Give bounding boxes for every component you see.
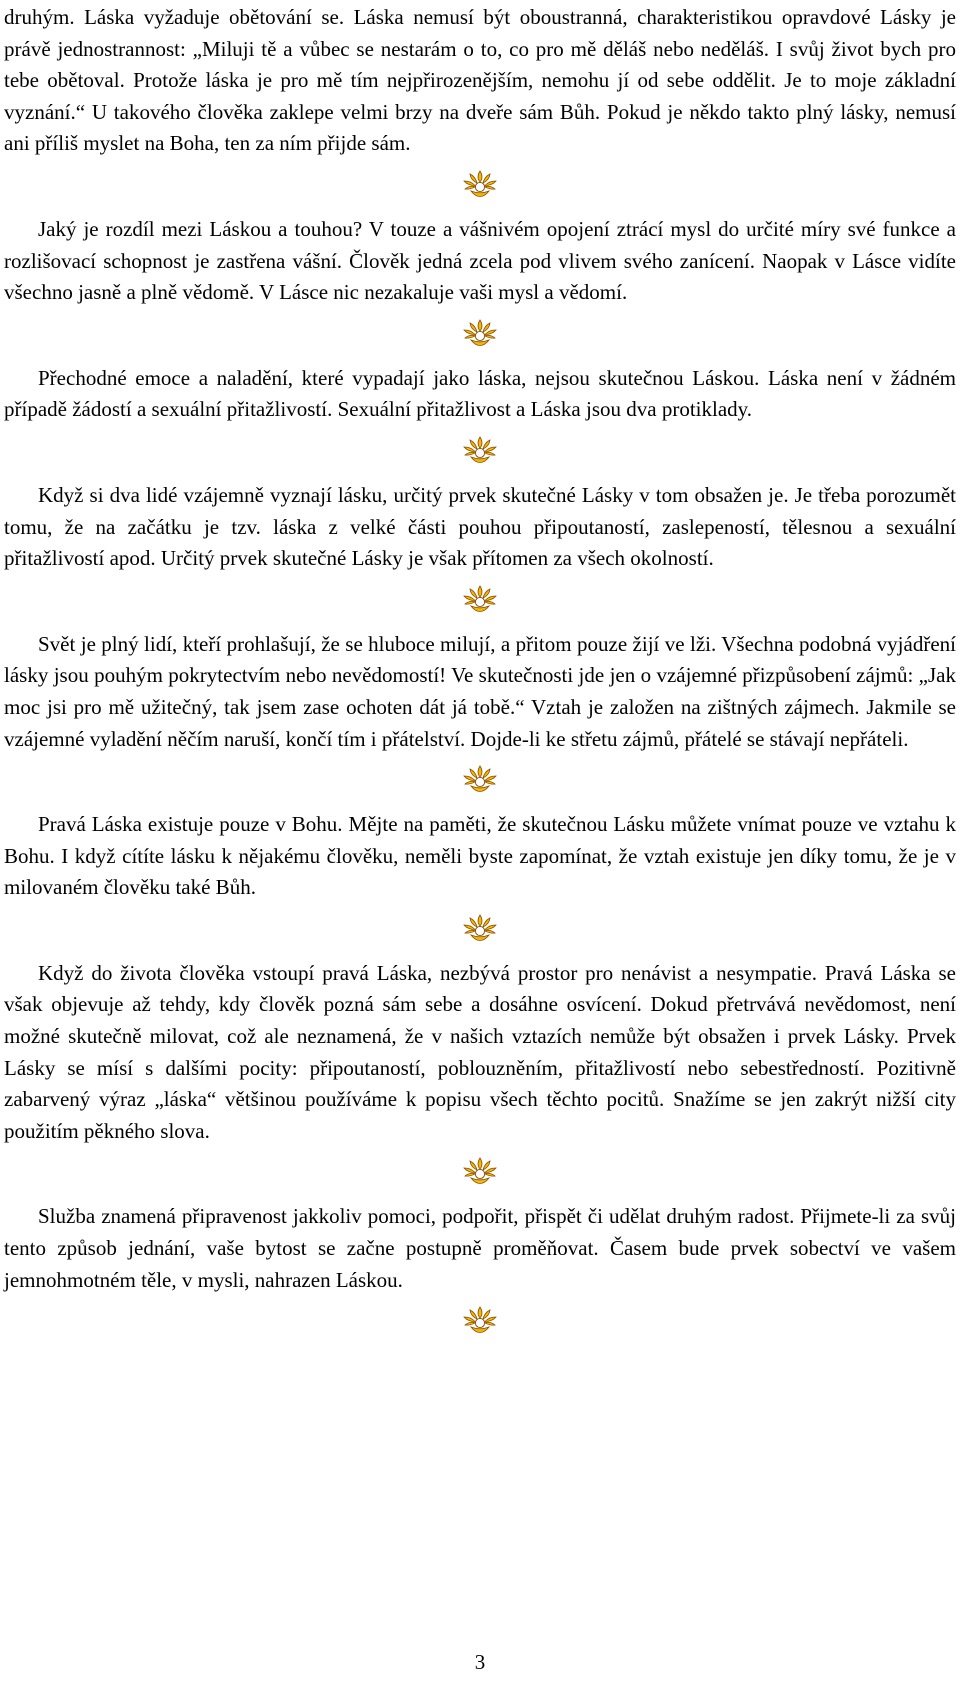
lotus-flower-icon	[462, 1154, 498, 1186]
paragraph-5: Svět je plný lidí, kteří prohlašují, že se hluboce milují, a přitom pouze žijí ve lži. Všechna podobná vyjádření lásky jsou pouhým pokrytectvím nebo nevědomostí! Ve skutečnosti jde jen o vzájemné přizpůsobení zájmů: „Jak moc jsi pro mě užitečný, tak jsem zase ochoten dát já tobě.“ Vztah je založen na zištných zájmech. Jakmile se vzájemné vyladění něčím naruší, končí tím i přátelství. Dojde-li ke střetu zájmů, přátelé se stávají nepřáteli.	[4, 631, 956, 751]
lotus-petal	[470, 440, 477, 449]
lotus-flower-icon	[462, 911, 498, 943]
lotus-petal	[485, 1174, 496, 1177]
lotus-petal	[465, 335, 476, 338]
lotus-petal	[465, 1174, 476, 1177]
separator-3	[4, 433, 956, 465]
lotus-center	[475, 331, 484, 340]
lotus-petal	[470, 174, 477, 183]
lotus-petal	[485, 930, 496, 933]
lotus-petal	[464, 776, 475, 781]
lotus-petal	[478, 766, 482, 777]
lotus-flower-icon	[462, 167, 498, 199]
lotus-petal	[470, 1310, 477, 1319]
lotus-flower-icon	[462, 1303, 498, 1335]
lotus-center	[475, 597, 484, 606]
lotus-petal	[485, 596, 496, 601]
lotus-center	[475, 926, 484, 935]
lotus-petal	[485, 1317, 496, 1322]
lotus-petal	[478, 1158, 482, 1169]
lotus-flower-icon	[462, 316, 498, 348]
lotus-petal	[483, 1310, 490, 1319]
lotus-petal	[485, 1168, 496, 1173]
lotus-petal	[483, 323, 490, 332]
lotus-center	[475, 448, 484, 457]
lotus-petal	[485, 776, 496, 781]
paragraph-3: Přechodné emoce a naladění, které vypadají jako láska, nejsou skutečnou Láskou. Láska není v žádném případě žádostí a sexuální přitažlivostí. Sexuální přitažlivost a Láska jsou dva protiklady.	[4, 365, 956, 422]
lotus-petal	[470, 769, 477, 778]
lotus-petal	[485, 447, 496, 452]
lotus-petal	[483, 589, 490, 598]
lotus-petal	[483, 440, 490, 449]
lotus-petal	[464, 447, 475, 452]
lotus-petal	[478, 586, 482, 597]
lotus-petal	[464, 330, 475, 335]
lotus-petal	[464, 1317, 475, 1322]
lotus-petal	[464, 596, 475, 601]
paragraph-7: Když do života člověka vstoupí pravá Láska, nezbývá prostor pro nenávist a nesympatie. Pravá Láska se však objevuje až tehdy, kdy člověk pozná sám sebe a dosáhne osvícení. Dokud přetrvává nevědomost, není možné skutečně milovat, což ale neznamená, že v našich vztazích nemůže být obsažen i prvek Lásky. Prvek Lásky se mísí s dalšími pocity: připoutaností, poblouzněním, přitažlivostí nebo sebestředností. Pozitivně zabarvený výraz „láska“ většinou používáme k popisu všech těchto pocitů. Snažíme se jen zakrýt nižší city použitím pěkného slova.	[4, 960, 956, 1143]
page-number: 3	[474, 1650, 486, 1674]
paragraph-8: Služba znamená připravenost jakkoliv pomoci, podpořit, přispět či udělat druhým radost. Přijmete-li za svůj tento způsob jednání, vaše bytost se začne postupně proměňovat. Časem bude prvek sobectví ve vašem jemnohmotném těle, v mysli, nahrazen Láskou.	[4, 1204, 956, 1292]
lotus-petal	[485, 781, 496, 784]
lotus-petal	[478, 437, 482, 448]
lotus-petal	[485, 1322, 496, 1325]
paragraph-2: Jaký je rozdíl mezi Láskou a touhou? V touze a vášnivém opojení ztrácí mysl do určité míry své funkce a rozlišovací schopnost je zastřena vášní. Člověk jedná zcela pod vlivem svého zanícení. Naopak v Lásce vidíte všechno jasně a plně vědomě. V Lásce nic nezakaluje vaši mysl a vědomí.	[4, 216, 956, 305]
lotus-petal	[465, 601, 476, 604]
separator-5	[4, 762, 956, 794]
separator-8	[4, 1303, 956, 1335]
lotus-petal	[485, 186, 496, 189]
lotus-petal	[485, 330, 496, 335]
lotus-petal	[465, 452, 476, 455]
lotus-petal	[478, 171, 482, 182]
lotus-petal	[470, 323, 477, 332]
lotus-petal	[483, 174, 490, 183]
paragraph-6: Pravá Láska existuje pouze v Bohu. Mějte na paměti, že skutečnou Lásku můžete vnímat pouze ve vztahu k Bohu. I když cítíte lásku k nějakému člověku, neměli byste zapomínat, že vztah existuje jen díky tomu, že je v milovaném člověku také Bůh.	[4, 812, 956, 900]
lotus-flower-icon	[462, 762, 498, 794]
lotus-petal	[470, 918, 477, 927]
separator-1	[4, 167, 956, 199]
separator-2	[4, 316, 956, 348]
paragraph-1: druhým. Láska vyžaduje obětování se. Láska nemusí být oboustranná, charakteristikou opravdové Lásky je právě jednostrannost: „Miluji tě a vůbec se nestarám o to, co pro mě děláš nebo neděláš. I svůj život bych pro tebe obětoval. Protože láska je pro mě tím nejpřirozenějším, nemohu jí od sebe oddělit. Je to moje základní vyznání.“ U takového člověka zaklepe velmi brzy na dveře sám Bůh. Pokud je někdo takto plný lásky, nemusí ani příliš myslet na Boha, ten za ním přijde sám.	[4, 5, 956, 156]
lotus-flower-icon	[462, 433, 498, 465]
lotus-petal	[485, 452, 496, 455]
document-page	[4, 2, 956, 1350]
lotus-petal	[465, 1322, 476, 1325]
lotus-petal	[478, 320, 482, 331]
lotus-petal	[470, 1161, 477, 1170]
lotus-petal	[464, 181, 475, 186]
lotus-petal	[483, 769, 490, 778]
lotus-center	[475, 777, 484, 786]
lotus-petal	[470, 589, 477, 598]
lotus-petal	[465, 930, 476, 933]
lotus-center	[475, 182, 484, 191]
lotus-petal	[483, 918, 490, 927]
lotus-flower-icon	[462, 582, 498, 614]
lotus-petal	[465, 186, 476, 189]
separator-7	[4, 1154, 956, 1186]
lotus-petal	[465, 781, 476, 784]
lotus-petal	[485, 601, 496, 604]
lotus-petal	[485, 335, 496, 338]
lotus-petal	[464, 1168, 475, 1173]
lotus-petal	[478, 1307, 482, 1318]
separator-4	[4, 582, 956, 614]
paragraph-4: Když si dva lidé vzájemně vyznají lásku, určitý prvek skutečné Lásky v tom obsažen je. Je třeba porozumět tomu, že na začátku je tzv. láska z velké části pouhou připoutaností, zaslepeností, tělesnou a sexuální přitažlivostí apod. Určitý prvek skutečné Lásky je však přítomen za všech okolností.	[4, 482, 956, 571]
separator-6	[4, 911, 956, 943]
lotus-center	[475, 1170, 484, 1179]
lotus-petal	[478, 915, 482, 926]
lotus-petal	[464, 925, 475, 930]
lotus-center	[475, 1319, 484, 1328]
lotus-petal	[483, 1161, 490, 1170]
lotus-petal	[485, 181, 496, 186]
lotus-petal	[485, 925, 496, 930]
